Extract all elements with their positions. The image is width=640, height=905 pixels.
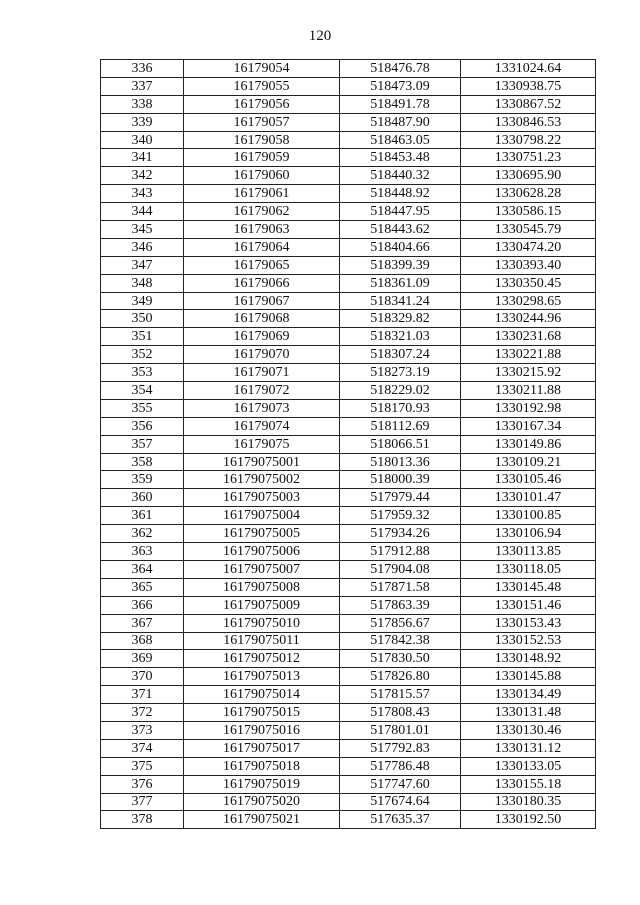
x-coordinate-cell: 518066.51	[340, 435, 461, 453]
x-coordinate-cell: 518476.78	[340, 60, 461, 78]
table-row	[101, 185, 596, 203]
point-id-cell: 16179075010	[184, 614, 340, 632]
point-id-cell: 16179071	[184, 364, 340, 382]
x-coordinate-cell: 518463.05	[340, 131, 461, 149]
point-id-cell: 16179067	[184, 292, 340, 310]
x-coordinate-cell: 517674.64	[340, 793, 461, 811]
table-row	[101, 525, 596, 543]
point-id-cell: 16179075016	[184, 721, 340, 739]
point-number-cell: 354	[101, 382, 184, 400]
y-coordinate-cell: 1330695.90	[461, 167, 596, 185]
point-number-cell: 363	[101, 543, 184, 561]
point-number-cell: 362	[101, 525, 184, 543]
table-row	[101, 471, 596, 489]
point-number-cell: 336	[101, 60, 184, 78]
y-coordinate-cell: 1330393.40	[461, 256, 596, 274]
y-coordinate-cell: 1330231.68	[461, 328, 596, 346]
point-number-cell: 349	[101, 292, 184, 310]
point-id-cell: 16179061	[184, 185, 340, 203]
y-coordinate-cell: 1330798.22	[461, 131, 596, 149]
point-number-cell: 347	[101, 256, 184, 274]
table-row	[101, 149, 596, 167]
point-number-cell: 344	[101, 203, 184, 221]
y-coordinate-cell: 1330148.92	[461, 650, 596, 668]
x-coordinate-cell: 517979.44	[340, 489, 461, 507]
x-coordinate-cell: 517801.01	[340, 721, 461, 739]
point-number-cell: 359	[101, 471, 184, 489]
y-coordinate-cell: 1330134.49	[461, 686, 596, 704]
point-number-cell: 341	[101, 149, 184, 167]
table-row	[101, 721, 596, 739]
table-row	[101, 435, 596, 453]
table-row	[101, 757, 596, 775]
point-number-cell: 339	[101, 113, 184, 131]
x-coordinate-cell: 517904.08	[340, 560, 461, 578]
table-row	[101, 274, 596, 292]
y-coordinate-cell: 1330221.88	[461, 346, 596, 364]
x-coordinate-cell: 517912.88	[340, 543, 461, 561]
table-row	[101, 346, 596, 364]
point-id-cell: 16179074	[184, 417, 340, 435]
point-number-cell: 343	[101, 185, 184, 203]
table-row	[101, 256, 596, 274]
point-number-cell: 367	[101, 614, 184, 632]
point-id-cell: 16179075021	[184, 811, 340, 829]
x-coordinate-cell: 517856.67	[340, 614, 461, 632]
table-row	[101, 811, 596, 829]
point-id-cell: 16179075014	[184, 686, 340, 704]
table-row	[101, 167, 596, 185]
table-row	[101, 60, 596, 78]
point-id-cell: 16179063	[184, 221, 340, 239]
x-coordinate-cell: 518361.09	[340, 274, 461, 292]
point-id-cell: 16179069	[184, 328, 340, 346]
point-id-cell: 16179075020	[184, 793, 340, 811]
x-coordinate-cell: 518000.39	[340, 471, 461, 489]
x-coordinate-cell: 518273.19	[340, 364, 461, 382]
table-row	[101, 793, 596, 811]
point-number-cell: 371	[101, 686, 184, 704]
y-coordinate-cell: 1330474.20	[461, 238, 596, 256]
y-coordinate-cell: 1331024.64	[461, 60, 596, 78]
table-row	[101, 632, 596, 650]
point-id-cell: 16179070	[184, 346, 340, 364]
y-coordinate-cell: 1330113.85	[461, 543, 596, 561]
point-number-cell: 350	[101, 310, 184, 328]
point-number-cell: 340	[101, 131, 184, 149]
y-coordinate-cell: 1330152.53	[461, 632, 596, 650]
point-id-cell: 16179075011	[184, 632, 340, 650]
point-number-cell: 351	[101, 328, 184, 346]
table-row	[101, 578, 596, 596]
point-id-cell: 16179058	[184, 131, 340, 149]
y-coordinate-cell: 1330131.12	[461, 739, 596, 757]
point-id-cell: 16179066	[184, 274, 340, 292]
point-number-cell: 342	[101, 167, 184, 185]
point-number-cell: 360	[101, 489, 184, 507]
x-coordinate-cell: 518473.09	[340, 77, 461, 95]
point-id-cell: 16179075007	[184, 560, 340, 578]
table-row	[101, 399, 596, 417]
y-coordinate-cell: 1330192.50	[461, 811, 596, 829]
table-row	[101, 382, 596, 400]
y-coordinate-cell: 1330101.47	[461, 489, 596, 507]
y-coordinate-cell: 1330153.43	[461, 614, 596, 632]
point-id-cell: 16179055	[184, 77, 340, 95]
point-number-cell: 365	[101, 578, 184, 596]
point-id-cell: 16179059	[184, 149, 340, 167]
table-row	[101, 650, 596, 668]
point-number-cell: 374	[101, 739, 184, 757]
x-coordinate-cell: 517934.26	[340, 525, 461, 543]
point-number-cell: 345	[101, 221, 184, 239]
point-id-cell: 16179062	[184, 203, 340, 221]
x-coordinate-cell: 518229.02	[340, 382, 461, 400]
x-coordinate-cell: 518487.90	[340, 113, 461, 131]
table-row	[101, 704, 596, 722]
point-id-cell: 16179060	[184, 167, 340, 185]
table-row	[101, 453, 596, 471]
point-id-cell: 16179075001	[184, 453, 340, 471]
point-id-cell: 16179065	[184, 256, 340, 274]
table-row	[101, 364, 596, 382]
y-coordinate-cell: 1330751.23	[461, 149, 596, 167]
point-id-cell: 16179075019	[184, 775, 340, 793]
x-coordinate-cell: 518170.93	[340, 399, 461, 417]
x-coordinate-cell: 518112.69	[340, 417, 461, 435]
table-row	[101, 292, 596, 310]
y-coordinate-cell: 1330298.65	[461, 292, 596, 310]
point-number-cell: 361	[101, 507, 184, 525]
point-number-cell: 352	[101, 346, 184, 364]
y-coordinate-cell: 1330155.18	[461, 775, 596, 793]
point-id-cell: 16179057	[184, 113, 340, 131]
y-coordinate-cell: 1330145.88	[461, 668, 596, 686]
y-coordinate-cell: 1330167.34	[461, 417, 596, 435]
point-number-cell: 369	[101, 650, 184, 668]
point-number-cell: 370	[101, 668, 184, 686]
point-number-cell: 353	[101, 364, 184, 382]
point-id-cell: 16179075012	[184, 650, 340, 668]
point-number-cell: 375	[101, 757, 184, 775]
x-coordinate-cell: 517747.60	[340, 775, 461, 793]
y-coordinate-cell: 1330109.21	[461, 453, 596, 471]
table-row	[101, 131, 596, 149]
point-id-cell: 16179075015	[184, 704, 340, 722]
y-coordinate-cell: 1330131.48	[461, 704, 596, 722]
point-number-cell: 337	[101, 77, 184, 95]
point-id-cell: 16179072	[184, 382, 340, 400]
point-number-cell: 338	[101, 95, 184, 113]
point-number-cell: 357	[101, 435, 184, 453]
x-coordinate-cell: 517808.43	[340, 704, 461, 722]
table-row	[101, 310, 596, 328]
point-number-cell: 348	[101, 274, 184, 292]
table-row	[101, 614, 596, 632]
y-coordinate-cell: 1330149.86	[461, 435, 596, 453]
point-number-cell: 372	[101, 704, 184, 722]
coordinates-table	[100, 59, 596, 829]
x-coordinate-cell: 517815.57	[340, 686, 461, 704]
y-coordinate-cell: 1330133.05	[461, 757, 596, 775]
y-coordinate-cell: 1330244.96	[461, 310, 596, 328]
table-row	[101, 203, 596, 221]
y-coordinate-cell: 1330145.48	[461, 578, 596, 596]
table-row	[101, 489, 596, 507]
table-row	[101, 668, 596, 686]
y-coordinate-cell: 1330130.46	[461, 721, 596, 739]
table-row	[101, 596, 596, 614]
x-coordinate-cell: 518404.66	[340, 238, 461, 256]
y-coordinate-cell: 1330118.05	[461, 560, 596, 578]
x-coordinate-cell: 518440.32	[340, 167, 461, 185]
table-row	[101, 328, 596, 346]
x-coordinate-cell: 518443.62	[340, 221, 461, 239]
point-number-cell: 364	[101, 560, 184, 578]
x-coordinate-cell: 517842.38	[340, 632, 461, 650]
table-row	[101, 77, 596, 95]
point-id-cell: 16179075013	[184, 668, 340, 686]
table-row	[101, 739, 596, 757]
y-coordinate-cell: 1330867.52	[461, 95, 596, 113]
x-coordinate-cell: 518491.78	[340, 95, 461, 113]
table-row	[101, 507, 596, 525]
y-coordinate-cell: 1330628.28	[461, 185, 596, 203]
point-id-cell: 16179075	[184, 435, 340, 453]
table-row	[101, 417, 596, 435]
table-row	[101, 543, 596, 561]
x-coordinate-cell: 518341.24	[340, 292, 461, 310]
x-coordinate-cell: 518013.36	[340, 453, 461, 471]
x-coordinate-cell: 518399.39	[340, 256, 461, 274]
y-coordinate-cell: 1330938.75	[461, 77, 596, 95]
x-coordinate-cell: 518447.95	[340, 203, 461, 221]
x-coordinate-cell: 518329.82	[340, 310, 461, 328]
x-coordinate-cell: 517635.37	[340, 811, 461, 829]
point-id-cell: 16179075006	[184, 543, 340, 561]
x-coordinate-cell: 517830.50	[340, 650, 461, 668]
point-id-cell: 16179075017	[184, 739, 340, 757]
x-coordinate-cell: 518321.03	[340, 328, 461, 346]
x-coordinate-cell: 517826.80	[340, 668, 461, 686]
point-number-cell: 358	[101, 453, 184, 471]
point-id-cell: 16179056	[184, 95, 340, 113]
point-id-cell: 16179075008	[184, 578, 340, 596]
point-id-cell: 16179075009	[184, 596, 340, 614]
table-row	[101, 221, 596, 239]
y-coordinate-cell: 1330151.46	[461, 596, 596, 614]
y-coordinate-cell: 1330192.98	[461, 399, 596, 417]
point-id-cell: 16179064	[184, 238, 340, 256]
point-id-cell: 16179075005	[184, 525, 340, 543]
y-coordinate-cell: 1330545.79	[461, 221, 596, 239]
y-coordinate-cell: 1330215.92	[461, 364, 596, 382]
table-row	[101, 95, 596, 113]
y-coordinate-cell: 1330350.45	[461, 274, 596, 292]
point-number-cell: 378	[101, 811, 184, 829]
y-coordinate-cell: 1330180.35	[461, 793, 596, 811]
point-number-cell: 377	[101, 793, 184, 811]
table-row	[101, 775, 596, 793]
point-id-cell: 16179075018	[184, 757, 340, 775]
y-coordinate-cell: 1330211.88	[461, 382, 596, 400]
table-body	[101, 60, 596, 829]
x-coordinate-cell: 517786.48	[340, 757, 461, 775]
y-coordinate-cell: 1330106.94	[461, 525, 596, 543]
point-id-cell: 16179068	[184, 310, 340, 328]
point-id-cell: 16179075004	[184, 507, 340, 525]
x-coordinate-cell: 517959.32	[340, 507, 461, 525]
point-number-cell: 346	[101, 238, 184, 256]
table-row	[101, 686, 596, 704]
page-number: 120	[308, 28, 332, 44]
x-coordinate-cell: 518307.24	[340, 346, 461, 364]
point-id-cell: 16179075003	[184, 489, 340, 507]
y-coordinate-cell: 1330105.46	[461, 471, 596, 489]
point-id-cell: 16179054	[184, 60, 340, 78]
point-id-cell: 16179073	[184, 399, 340, 417]
table-row	[101, 113, 596, 131]
y-coordinate-cell: 1330846.53	[461, 113, 596, 131]
point-number-cell: 376	[101, 775, 184, 793]
x-coordinate-cell: 517792.83	[340, 739, 461, 757]
point-id-cell: 16179075002	[184, 471, 340, 489]
x-coordinate-cell: 518453.48	[340, 149, 461, 167]
point-number-cell: 373	[101, 721, 184, 739]
point-number-cell: 366	[101, 596, 184, 614]
point-number-cell: 355	[101, 399, 184, 417]
x-coordinate-cell: 517871.58	[340, 578, 461, 596]
point-number-cell: 356	[101, 417, 184, 435]
point-number-cell: 368	[101, 632, 184, 650]
y-coordinate-cell: 1330586.15	[461, 203, 596, 221]
table-row	[101, 238, 596, 256]
y-coordinate-cell: 1330100.85	[461, 507, 596, 525]
x-coordinate-cell: 517863.39	[340, 596, 461, 614]
table-row	[101, 560, 596, 578]
x-coordinate-cell: 518448.92	[340, 185, 461, 203]
